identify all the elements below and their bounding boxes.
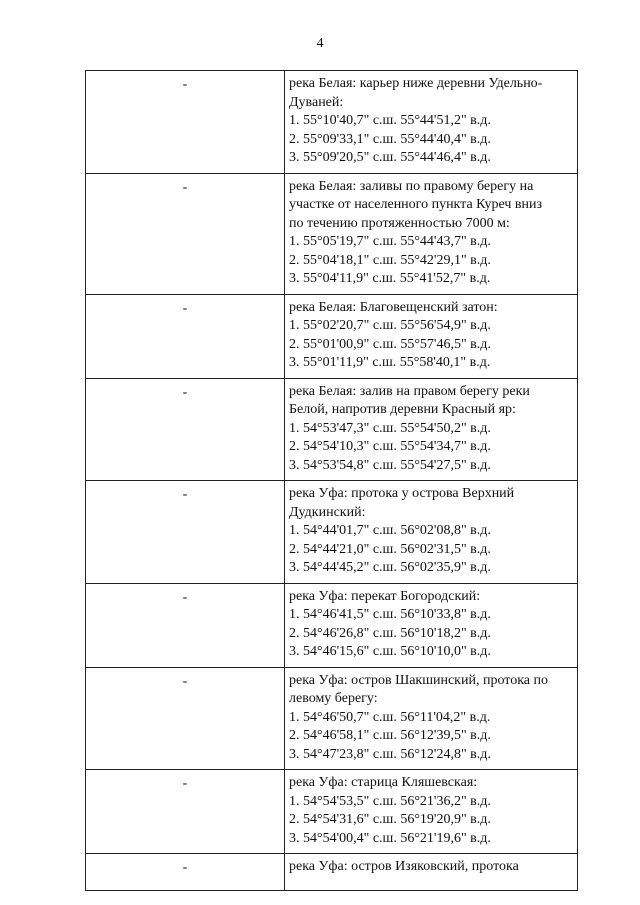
- row-mark: -: [86, 854, 285, 891]
- location-title-line: река Уфа: протока у острова Верхний: [289, 486, 515, 501]
- table-row: [86, 770, 578, 854]
- row-description: [285, 71, 578, 174]
- page-number: 4: [316, 36, 324, 51]
- row-description: [285, 854, 578, 891]
- coordinate-point: 3. 54°47'23,8" с.ш. 56°12'24,8" в.д.: [289, 746, 491, 762]
- location-title-line: река Уфа: остров Изяковский, протока: [289, 859, 519, 874]
- table-row: [86, 854, 578, 891]
- location-title-line: участке от населенного пункта Куреч вниз: [289, 197, 542, 212]
- coordinate-point: 2. 54°54'10,3" с.ш. 55°54'34,7" в.д.: [289, 439, 491, 454]
- table-row: [86, 583, 578, 667]
- location-title-line: река Уфа: перекат Богородский:: [289, 588, 481, 604]
- coordinate-point: 2. 55°04'18,1" с.ш. 55°42'29,1" в.д.: [289, 252, 491, 268]
- coordinate-point: 3. 55°04'11,9" с.ш. 55°41'52,7" в.д.: [289, 271, 491, 286]
- row-description: [285, 667, 578, 770]
- row-mark: -: [86, 378, 285, 481]
- table-row: [86, 71, 578, 174]
- coordinate-point: 1. 54°54'53,5" с.ш. 56°21'36,2" в.д.: [289, 793, 491, 809]
- location-title-line: река Белая: залив на правом берегу реки: [289, 383, 530, 399]
- row-description: [285, 770, 578, 854]
- coordinate-point: 2. 54°46'58,1" с.ш. 56°12'39,5" в.д.: [289, 728, 491, 743]
- coordinate-point: 1. 54°53'47,3" с.ш. 55°54'50,2" в.д.: [289, 420, 491, 436]
- coordinate-point: 2. 55°01'00,9" с.ш. 55°57'46,5" в.д.: [289, 336, 491, 352]
- coordinate-point: 3. 55°09'20,5" с.ш. 55°44'46,4" в.д.: [289, 150, 491, 165]
- coordinate-point: 1. 55°02'20,7" с.ш. 55°56'54,9" в.д.: [289, 318, 491, 333]
- coordinate-point: 2. 54°44'21,0" с.ш. 56°02'31,5" в.д.: [289, 541, 491, 557]
- coordinate-point: 3. 54°44'45,2" с.ш. 56°02'35,9" в.д.: [289, 560, 491, 575]
- row-mark: -: [86, 770, 285, 854]
- coordinate-point: 1. 54°44'01,7" с.ш. 56°02'08,8" в.д.: [289, 523, 491, 538]
- table-row: [86, 378, 578, 481]
- coordinates-table: [85, 70, 578, 891]
- row-mark: -: [86, 583, 285, 667]
- location-title-line: Белой, напротив деревни Красный яр:: [289, 402, 516, 417]
- row-description: [285, 173, 578, 294]
- coordinate-point: 1. 55°05'19,7" с.ш. 55°44'43,7" в.д.: [289, 234, 491, 249]
- table-row: [86, 667, 578, 770]
- row-description: [285, 378, 578, 481]
- table-row: [86, 173, 578, 294]
- row-mark: -: [86, 667, 285, 770]
- table-row: [86, 481, 578, 584]
- coordinate-point: 1. 54°46'50,7" с.ш. 56°11'04,2" в.д.: [289, 709, 491, 725]
- location-title-line: Дуваней:: [289, 94, 344, 110]
- coordinate-point: 3. 54°46'15,6" с.ш. 56°10'10,0" в.д.: [289, 644, 491, 659]
- coordinate-point: 3. 54°54'00,4" с.ш. 56°21'19,6" в.д.: [289, 830, 491, 846]
- row-description: [285, 294, 578, 378]
- location-title-line: река Белая: Благовещенский затон:: [289, 299, 498, 315]
- row-description: [285, 583, 578, 667]
- location-title-line: река Белая: заливы по правому берегу на: [289, 178, 534, 194]
- coordinate-point: 3. 55°01'11,9" с.ш. 55°58'40,1" в.д.: [289, 355, 491, 370]
- row-mark: -: [86, 71, 285, 174]
- coordinate-point: 2. 54°54'31,6" с.ш. 56°19'20,9" в.д.: [289, 812, 491, 827]
- location-title-line: река Уфа: старица Кляшевская:: [289, 775, 478, 790]
- location-title-line: река Уфа: остров Шакшинский, протока по: [289, 672, 549, 688]
- location-title-line: по течению протяженностью 7000 м:: [289, 215, 510, 231]
- coordinate-point: 1. 54°46'41,5" с.ш. 56°10'33,8" в.д.: [289, 607, 491, 622]
- row-mark: -: [86, 481, 285, 584]
- location-title-line: левому берегу:: [289, 691, 378, 706]
- coordinate-point: 2. 55°09'33,1" с.ш. 55°44'40,4" в.д.: [289, 131, 491, 147]
- coordinate-point: 2. 54°46'26,8" с.ш. 56°10'18,2" в.д.: [289, 625, 491, 641]
- location-title-line: река Белая: карьер ниже деревни Удельно-: [289, 76, 543, 91]
- row-description: [285, 481, 578, 584]
- row-mark: -: [86, 173, 285, 294]
- coordinate-point: 1. 55°10'40,7" с.ш. 55°44'51,2" в.д.: [289, 113, 491, 128]
- table-row: [86, 294, 578, 378]
- location-title-line: Дудкинский:: [289, 504, 366, 520]
- coordinate-point: 3. 54°53'54,8" с.ш. 55°54'27,5" в.д.: [289, 457, 491, 473]
- row-mark: -: [86, 294, 285, 378]
